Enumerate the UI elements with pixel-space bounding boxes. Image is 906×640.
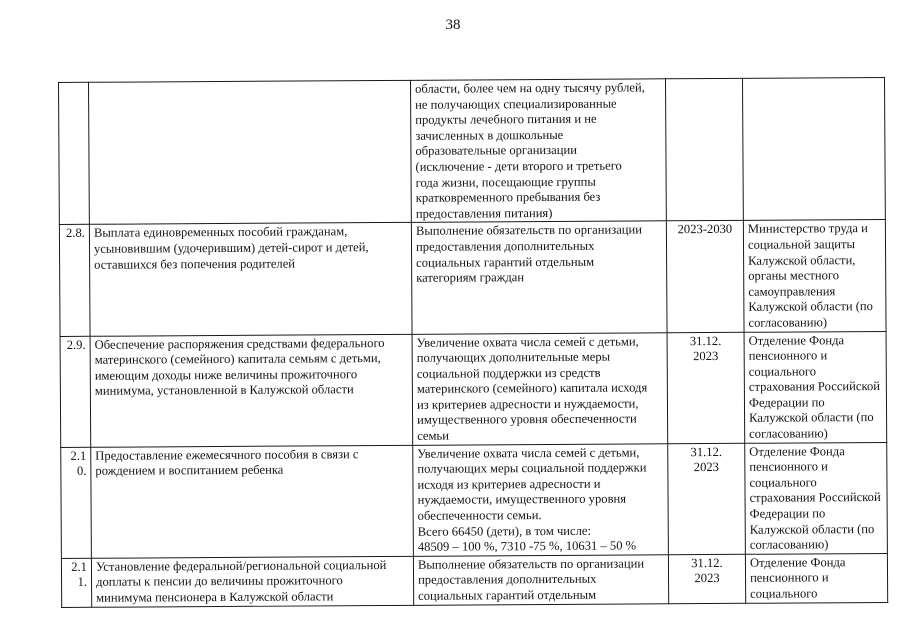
table-row: [59, 220, 886, 336]
measure-cell: [91, 445, 414, 558]
cell-line: оставшихся без попечения родителей: [94, 256, 296, 272]
cell-line: социального: [748, 364, 817, 379]
cell-line: из критериев адресности и нуждаемости,: [416, 396, 639, 412]
cell-line: 31.12.: [689, 333, 722, 348]
cell-line: 48509 – 100 %, 7310 -75 %, 10631 – 50 %: [417, 538, 637, 555]
executor-cell: [742, 77, 885, 220]
cell-line: пенсионного и: [749, 459, 828, 475]
table-row: [59, 77, 886, 224]
cell-line: области, более чем на одну тысячу рублей,: [415, 80, 645, 96]
period-cell: [668, 443, 746, 555]
cell-line: образовательные организации: [415, 143, 577, 159]
cell-line: социальной поддержки из средств: [416, 365, 601, 381]
executor-cell: [745, 553, 887, 603]
row-number: 2.11.: [71, 559, 88, 590]
cell-line: имущественного уровня обеспеченности: [417, 411, 637, 428]
cell-line: материнского (семейного) капитала семьям с детьми,: [94, 351, 381, 367]
cell-line: 31.12.: [690, 444, 723, 459]
row-number-cell: [61, 447, 92, 558]
cell-line: 31.12.: [691, 555, 723, 570]
cell-line: социальных гарантий отдельным: [418, 587, 597, 603]
period-cell: [666, 221, 744, 333]
cell-line: органы местного: [748, 268, 840, 283]
cell-line: 2023-2030: [677, 222, 733, 237]
cell-line: получающих меры социальной поддержки: [417, 460, 647, 477]
row-number: 2.9.: [66, 337, 86, 352]
measures-table: [58, 77, 888, 608]
cell-line: доплаты к пенсии до величины прожиточного: [96, 573, 343, 590]
measure-cell: [91, 556, 413, 607]
cell-line: усыновившим (удочерившим) детей-сирот и детей,: [93, 240, 369, 256]
cell-line: Калужской области (по: [748, 299, 873, 315]
cell-line: Министерство труда и: [747, 221, 868, 237]
cell-line: категориям граждан: [416, 270, 525, 285]
cell-line: согласованию): [748, 315, 828, 330]
cell-line: Всего 66450 (дети), в том числе:: [417, 523, 592, 539]
cell-line: Отделение Фонда: [748, 332, 845, 348]
cell-line: не получающих специализированные: [415, 96, 617, 112]
cell-line: Отделение Фонда: [749, 555, 846, 570]
cell-line: минимума, установленной в Калужской области: [94, 382, 354, 399]
cell-line: Калужской области (по: [749, 521, 875, 537]
cell-line: Калужской области (по: [749, 410, 874, 426]
row-number: 2.10.: [70, 448, 87, 479]
row-number-cell: [59, 225, 90, 336]
table-row: [61, 553, 887, 607]
cell-line: получающих дополнительные меры: [416, 349, 611, 365]
cell-line: кратковременного пребывания без: [415, 189, 601, 205]
result-cell: [413, 443, 669, 556]
cell-line: исходя из критериев адресности и: [417, 476, 601, 492]
cell-line: нуждаемости, имущественного уровня: [417, 491, 627, 508]
cell-line: Выплата единовременных пособий гражданам,: [93, 224, 348, 241]
cell-line: пенсионного и: [750, 570, 829, 586]
cell-line: Выполнение обязательств по организации: [415, 222, 643, 239]
table-row: [61, 442, 888, 558]
row-number-cell: [59, 82, 90, 225]
cell-line: продукты лечебного питания и не: [415, 111, 597, 128]
cell-line: страхования Российской: [748, 379, 881, 395]
cell-line: Федерации по: [748, 395, 825, 410]
cell-line: Выполнение обязательств по организации: [417, 556, 645, 572]
executor-cell: [743, 220, 886, 332]
executor-cell: [745, 442, 888, 554]
cell-line: страхования Российской: [749, 490, 881, 506]
cell-line: согласованию): [749, 537, 829, 553]
measure-cell: [89, 223, 412, 336]
executor-cell: [744, 331, 887, 443]
cell-line: социальной защиты: [747, 237, 856, 252]
cell-line: Увеличение охвата числа семей с детьми,: [417, 445, 640, 461]
cell-line: социального: [749, 475, 817, 490]
row-number-cell: [61, 558, 91, 607]
cell-line: года жизни, посещающие группы: [415, 174, 596, 190]
cell-line: материнского (семейного) капитала исходя: [416, 380, 648, 397]
result-cell: [411, 221, 667, 334]
cell-line: обеспеченности семьи.: [417, 508, 542, 523]
cell-line: 2023: [693, 460, 720, 475]
cell-line: предоставления дополнительных: [418, 572, 597, 588]
cell-line: Федерации по: [749, 506, 826, 521]
cell-line: предоставления дополнительных: [415, 238, 595, 254]
cell-line: (исключение - дети второго и третьего: [415, 158, 622, 174]
cell-line: социальных гарантий отдельным: [416, 254, 595, 270]
page-number: 38: [445, 17, 461, 33]
row-number: 2.8.: [65, 226, 85, 241]
cell-line: зачисленных в дошкольные: [415, 127, 564, 143]
result-cell: [413, 555, 668, 606]
cell-line: имеющим доходы ниже величины прожиточного: [94, 366, 358, 383]
cell-line: Обеспечение распоряжения средствами федерального: [94, 335, 385, 352]
cell-line: 2023: [693, 349, 719, 364]
cell-line: минимума пенсионера в Калужской области: [96, 589, 334, 605]
cell-line: социального: [750, 586, 818, 601]
cell-line: самоуправления: [748, 283, 836, 299]
measure-cell: [89, 80, 412, 224]
cell-line: 2023: [694, 571, 720, 586]
period-cell: [667, 332, 745, 444]
cell-line: Увеличение охвата числа семей с детьми,: [416, 333, 639, 350]
cell-line: предоставления питания): [415, 205, 553, 221]
table-row: [60, 331, 887, 447]
measure-cell: [90, 334, 413, 447]
cell-line: семьи: [417, 428, 450, 443]
measures-table-body: [59, 77, 888, 607]
period-cell: [668, 554, 745, 603]
document-body: [58, 77, 887, 608]
cell-line: Калужской области,: [748, 252, 856, 268]
cell-line: согласованию): [749, 426, 828, 441]
cell-line: Предоставление ежемесячного пособия в связи с: [95, 446, 359, 463]
cell-line: Установление федеральной/региональной социальной: [95, 557, 387, 574]
cell-line: рождением и воспитанием ребенка: [95, 462, 284, 479]
period-cell: [665, 78, 743, 221]
row-number-cell: [60, 336, 91, 447]
result-cell: [410, 79, 666, 223]
cell-line: пенсионного и: [748, 348, 828, 363]
cell-line: Отделение Фонда: [749, 443, 845, 459]
result-cell: [412, 332, 668, 445]
